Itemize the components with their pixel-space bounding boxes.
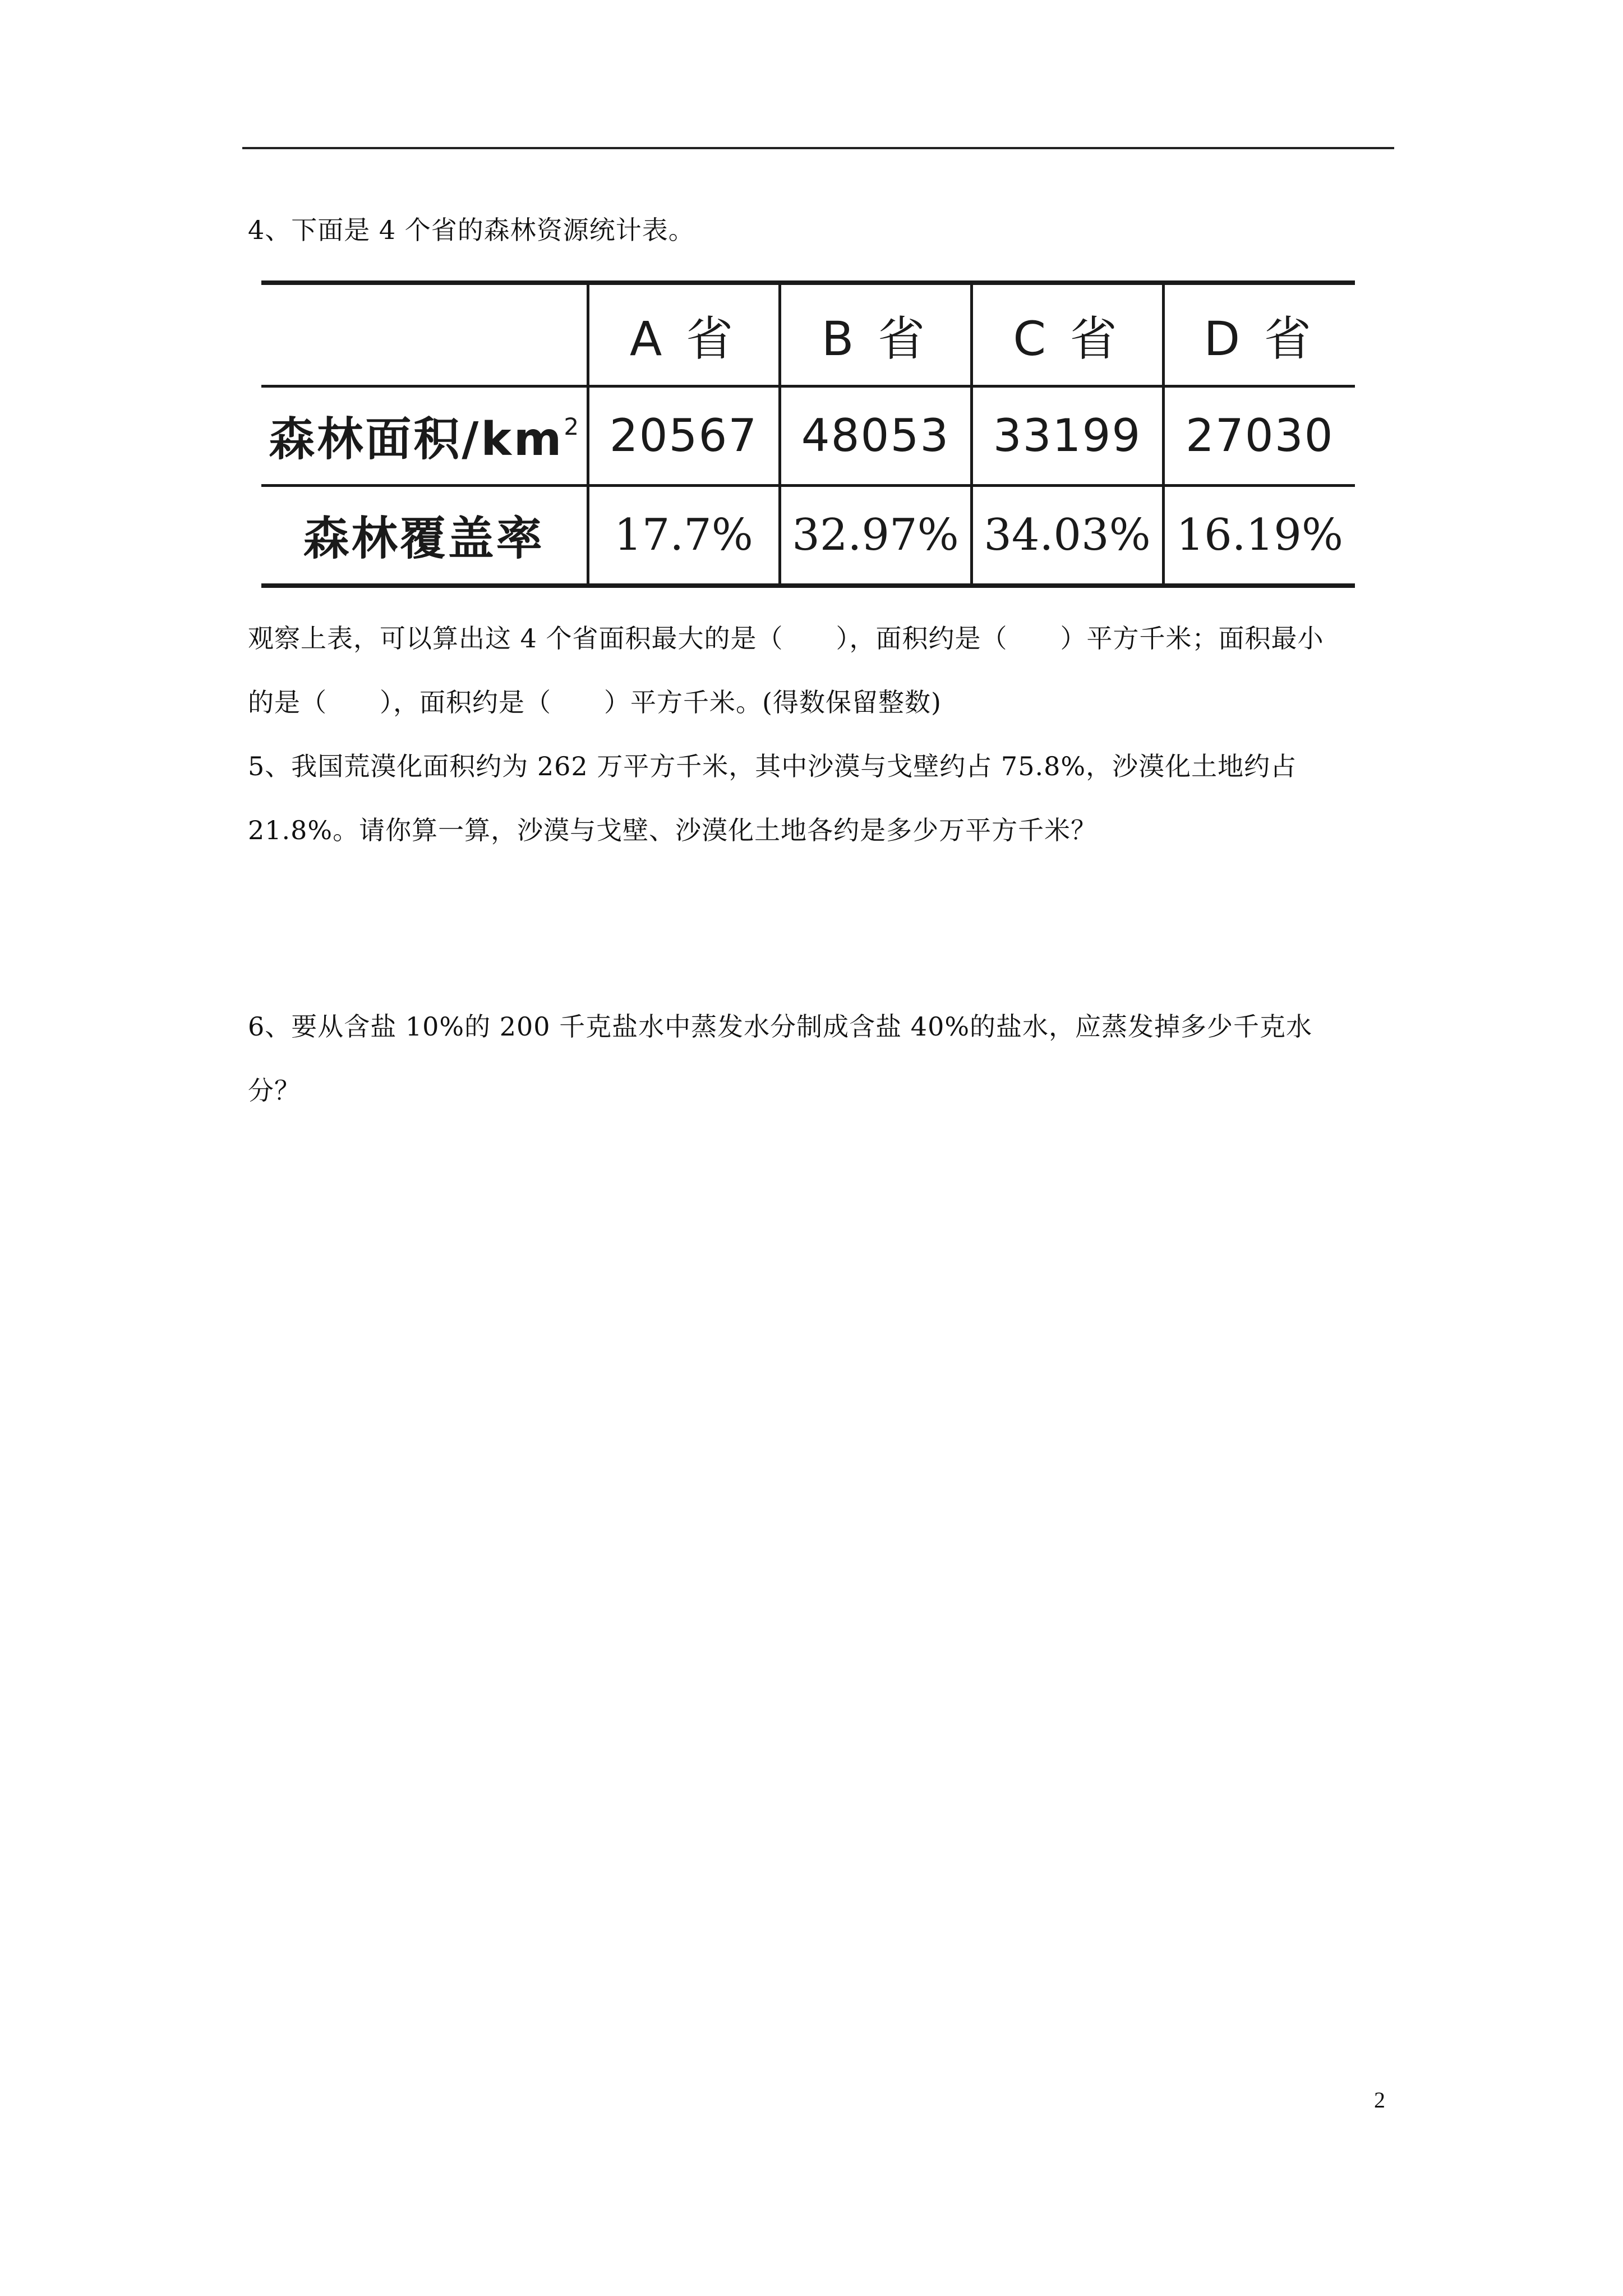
question-6-text-line-1: 6、要从含盐 10%的 200 千克盐水中蒸发水分制成含盐 40%的盐水，应蒸发掉多少千克水: [248, 1011, 1313, 1042]
page-number: 2: [1374, 2087, 1385, 2113]
question-5-text-line-2: 21.8%。请你算一算，沙漠与戈壁、沙漠化土地各约是多少万平方千米？: [248, 815, 1098, 845]
table-cell: 48053: [780, 386, 971, 486]
table-cell: 16.19%: [1163, 485, 1355, 586]
header-rule: [242, 147, 1394, 149]
table-cell: 27030: [1163, 386, 1355, 486]
table-corner-cell: [261, 283, 588, 386]
column-header-a: A 省: [588, 283, 780, 386]
row-label-forest-area: [261, 386, 588, 486]
forest-resource-table: [261, 280, 1355, 588]
question-4-intro: 4、下面是 4 个省的森林资源统计表。: [248, 215, 695, 245]
column-header-d: D 省: [1163, 283, 1355, 386]
table-cell: 34.03%: [971, 485, 1163, 586]
table-row-forest-area: [261, 386, 1355, 486]
row-label-forest-area-text: 森林面积/km: [269, 413, 564, 467]
question-5-text-line-1: 5、我国荒漠化面积约为 262 万平方千米，其中沙漠与戈壁约占 75.8%，沙漠化土地约占: [248, 751, 1297, 781]
table-cell: 33199: [971, 386, 1163, 486]
column-header-c: C 省: [971, 283, 1163, 386]
question-4-text-line-2: 的是（ ），面积约是（ ）平方千米。(得数保留整数): [248, 687, 942, 717]
table-cell: 20567: [588, 386, 780, 486]
table-cell: 17.7%: [588, 485, 780, 586]
table-row-forest-coverage: [261, 485, 1355, 586]
question-4-text-line-1: 观察上表，可以算出这 4 个省面积最大的是（ ），面积约是（ ）平方千米；面积最小: [248, 623, 1324, 654]
question-6-text-line-2: 分？: [248, 1075, 301, 1106]
table-header-row: [261, 283, 1355, 386]
column-header-b: B 省: [780, 283, 971, 386]
table-cell: 32.97%: [780, 485, 971, 586]
superscript-2: 2: [564, 413, 579, 441]
row-label-forest-coverage: 森林覆盖率: [261, 485, 588, 586]
